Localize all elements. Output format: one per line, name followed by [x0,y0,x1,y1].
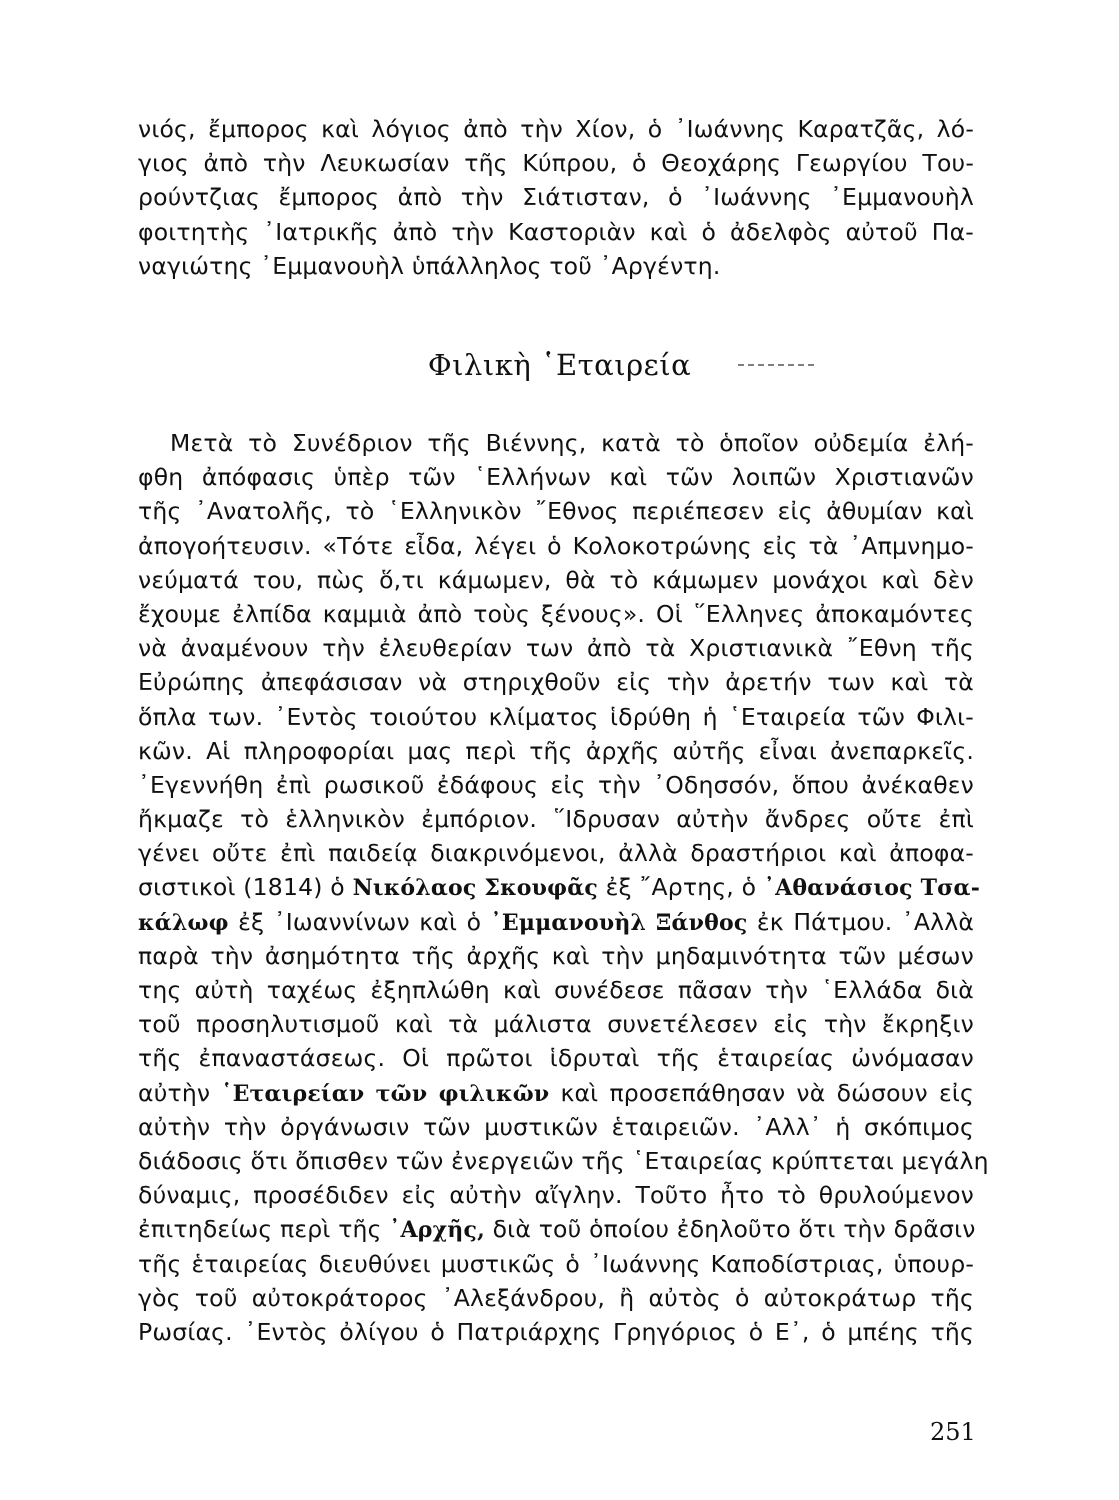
text-line [138,870,981,904]
text-line [138,1076,974,1110]
text-line: φθη ἀπόφασις ὑπὲρ τῶν ῾Ελλήνων καὶ τῶν λοιπῶν Χριστιανῶν [138,463,974,492]
text-line: νεύματά του, πὼς ὅ,τι κάμωμεν, θὰ τὸ κάμωμεν μονάχοι καὶ δὲν [138,565,974,594]
bold-archi: ᾿Αρχῆς, [389,1217,485,1244]
text-line: γένει οὔτε ἐπὶ παιδείᾳ διακρινόμενοι, ἀλλὰ δραστήριοι καὶ ἀποφα- [138,839,974,868]
text-line: κῶν. Αἱ πληροφορίαι μας περὶ τῆς ἀρχῆς αὐτῆς εἶναι ἀνεπαρκεῖς. [138,736,974,765]
text-line: παρὰ τὴν ἀσημότητα τῆς ἀρχῆς καὶ τὴν μηδαμινότητα τῶν μέσων [138,941,974,970]
text-line: γὸς τοῦ αὐτοκράτορος ᾿Αλεξάνδρου, ἢ αὐτὸς ὁ αὐτοκράτωρ τῆς [138,1283,974,1312]
opening-paragraph [138,112,974,283]
text-line [138,1212,974,1246]
text-run: ἐξ ῎Αρτης, ὁ [597,873,764,902]
text-line: φοιτητὴς ᾿Ιατρικῆς ἀπὸ τὴν Καστοριὰν καὶ ὁ ἀδελφὸς αὐτοῦ Πα- [138,217,974,246]
text-run: αὐτὴν [138,1078,222,1107]
text-line: ρούντζιας ἔμπορος ἀπὸ τὴν Σιάτισταν, ὁ ᾿Ιωάννης ᾿Εμμανουὴλ [138,183,974,212]
text-run: ἐξ ᾿Ιωαννίνων καὶ ὁ [228,907,491,936]
pencil-dash-mark [738,364,814,370]
text-line: ᾿Εγεννήθη ἐπὶ ρωσικοῦ ἐδάφους εἰς τὴν ᾿Οδησσόν, ὅπου ἀνέκαθεν [138,770,974,799]
text-line: αὐτὴν τὴν ὀργάνωσιν τῶν μυστικῶν ἑταιρειῶν. ᾿Αλλ᾿ ἡ σκόπιμος [138,1112,974,1141]
text-run: ἐκ Πάτμου. ᾿Αλλὰ [747,907,975,936]
text-line [138,905,974,939]
text-line: νιός, ἔμπορος καὶ λόγιος ἀπὸ τὴν Χίον, ὁ ᾿Ιωάννης Καρατζᾶς, λό- [138,115,974,143]
text-line: Εὐρώπης ἀπεφάσισαν νὰ στηριχθοῦν εἰς τὴν ἀρετήν των καὶ τὰ [138,668,974,697]
text-line: τῆς ᾿Ανατολῆς, τὸ ῾Ελληνικὸν ῎Εθνος περιέπεσεν εἰς ἀθυμίαν καὶ [138,497,974,526]
bold-society-name: ῾Εταιρείαν τῶν φιλικῶν [221,1080,550,1107]
text-run: σιστικοὶ (1814) ὁ [138,873,353,902]
bold-name-xanthos: ᾿Εμμανουὴλ Ξάνθος [490,909,748,936]
page-number: 251 [930,1418,976,1446]
text-line: γιος ἀπὸ τὴν Λευκωσίαν τῆς Κύπρου, ὁ Θεοχάρης Γεωργίου Του- [138,149,974,178]
text-line: ἤκμαζε τὸ ἑλληνικὸν ἐμπόριον. ῞Ιδρυσαν αὐτὴν ἄνδρες οὔτε ἐπὶ [138,805,974,834]
text-line: τῆς ἑταιρείας διευθύνει μυστικῶς ὁ ᾿Ιωάννης Καποδίστριας, ὑπουρ- [138,1249,974,1278]
text-line: ἀπογοήτευσιν. «Τότε εἶδα, λέγει ὁ Κολοκοτρώνης εἰς τὰ ᾿Απμνημο- [138,531,974,560]
text-line: της αὐτὴ ταχέως ἐξηπλώθη καὶ συνέδεσε πᾶσαν τὴν ῾Ελλάδα διὰ [138,976,974,1004]
bold-name-tsakalof-end: κάλωφ [138,909,229,936]
text-line: ναγιώτης ᾿Εμμανουὴλ ὑπάλληλος τοῦ ᾿Αργέντη. [138,251,721,280]
text-line: δύναμις, προσέδιδεν εἰς αὐτὴν αἴγλην. Τοῦτο ἦτο τὸ θρυλούμενον [138,1181,974,1210]
text-line: τοῦ προσηλυτισμοῦ καὶ τὰ μάλιστα συνετέλεσεν εἰς τὴν ἔκρηξιν [138,1010,974,1039]
text-line: διάδοσις ὅτι ὄπισθεν τῶν ἐνεργειῶν τῆς ῾Εταιρείας κρύπτεται μεγάλη [138,1146,989,1175]
text-run: διὰ τοῦ ὁποίου ἐδηλοῦτο ὅτι τὴν δρᾶσιν [484,1215,976,1244]
text-line: νὰ ἀναμένουν τὴν ἐλευθερίαν των ἀπὸ τὰ Χριστιανικὰ ῎Εθνη τῆς [138,634,974,663]
text-line: ὅπλα των. ᾿Εντὸς τοιούτου κλίματος ἱδρύθη ἡ ῾Εταιρεία τῶν Φιλι- [138,702,974,731]
section-paragraph [138,426,989,1349]
text-run: καὶ προσεπάθησαν νὰ δώσουν εἰς [549,1078,974,1107]
text-run: ἐπιτηδείως περὶ τῆς [138,1215,390,1244]
section-heading: Φιλικὴ ῾Εταιρεία [427,348,692,382]
text-line: τῆς ἐπαναστάσεως. Οἱ πρῶτοι ἱδρυταὶ τῆς ἑταιρείας ὠνόμασαν [138,1044,974,1073]
bold-name-tsakalof: ᾿Αθανάσιος Τσα- [763,875,981,902]
text-line: ἔχουμε ἐλπίδα καμμιὰ ἀπὸ τοὺς ξένους». Οἱ ῞Ελληνες ἀποκαμόντες [138,599,974,628]
text-line: Ρωσίας. ᾿Εντὸς ὀλίγου ὁ Πατριάρχης Γρηγόριος ὁ Ε᾿, ὁ μπέης τῆς [138,1317,974,1346]
text-line: Μετὰ τὸ Συνέδριον τῆς Βιέννης, κατὰ τὸ ὁποῖον οὐδεμία ἐλή- [170,429,974,457]
bold-name-skoufas: Νικόλαος Σκουφᾶς [352,875,598,902]
